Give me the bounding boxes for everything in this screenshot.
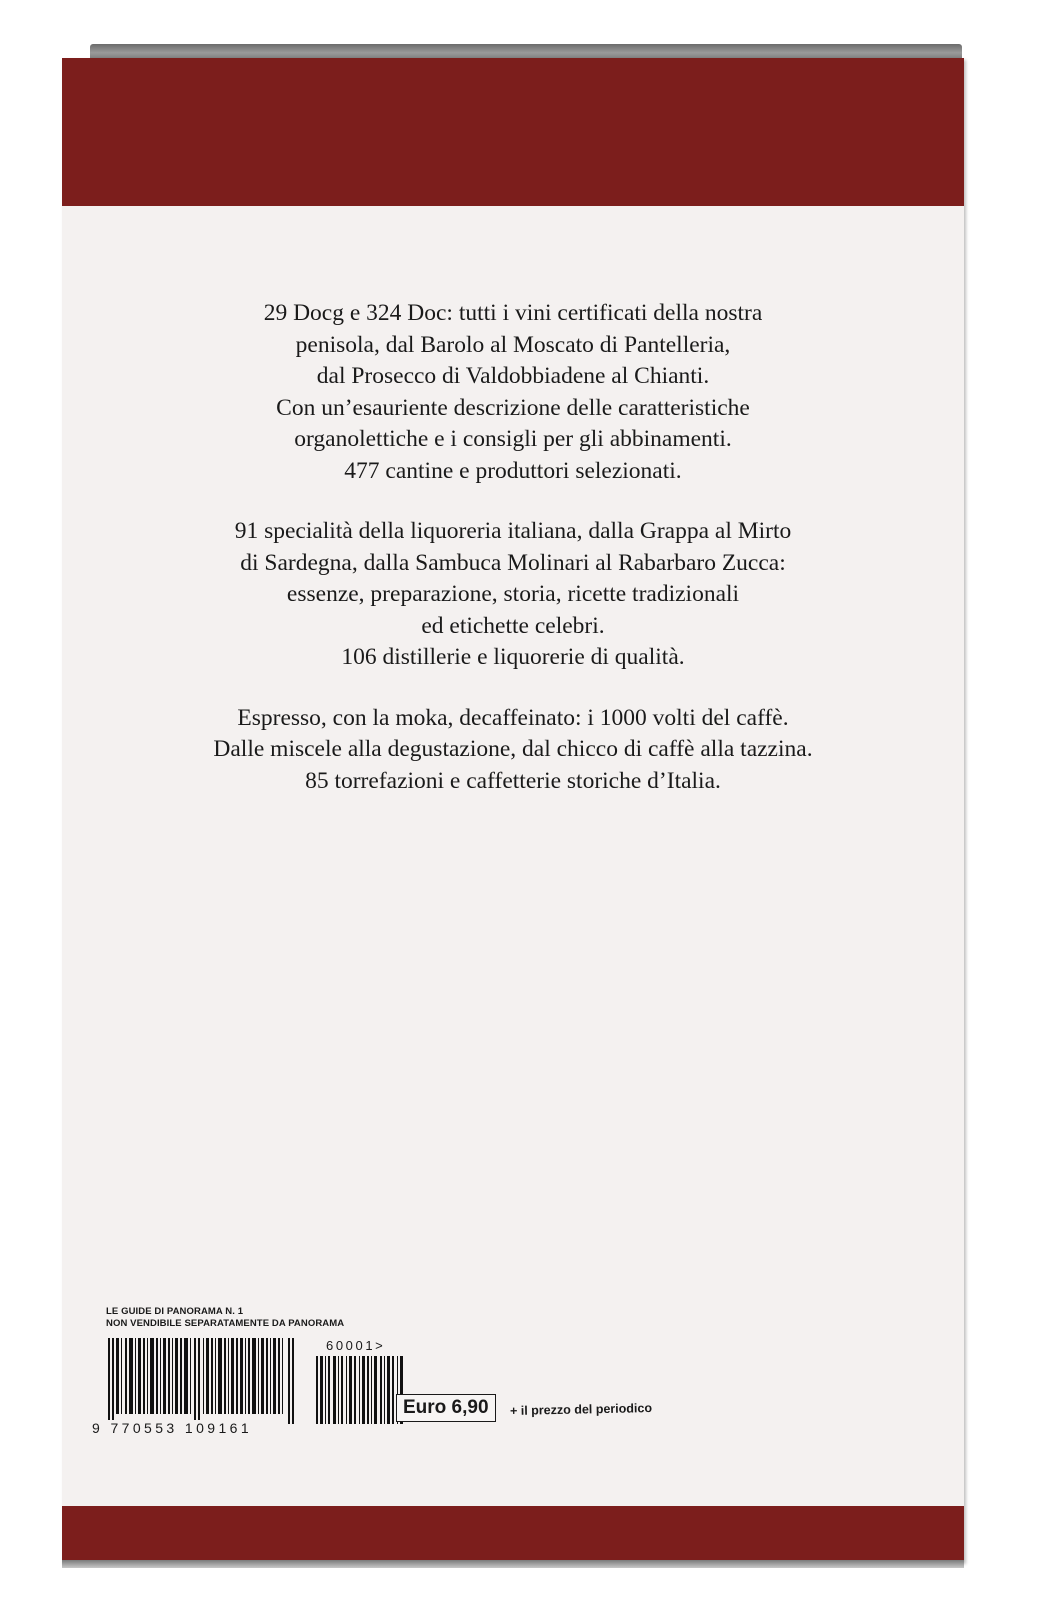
blurb-line: 106 distillerie e liquorerie di qualità.: [341, 644, 685, 670]
price-label: Euro 6,90: [396, 1394, 496, 1422]
blurb-line: essenze, preparazione, storia, ricette tradizionali: [286, 581, 740, 607]
blurb-paragraph-liqueurs: [62, 516, 964, 674]
blurb-line: Dalle miscele alla degustazione, dal chicco di caffè alla tazzina.: [213, 736, 813, 762]
blurb-line: 85 torrefazioni e caffetterie storiche d’Italia.: [305, 767, 721, 794]
blurb-line: di Sardegna, dalla Sambuca Molinari al Rabarbaro Zucca:: [240, 549, 786, 576]
barcode: [92, 1338, 432, 1448]
barcode-addon-bars: [316, 1356, 406, 1424]
blurb-text: [62, 298, 964, 826]
blurb-line: penisola, dal Barolo al Moscato di Pantelleria,: [295, 331, 731, 358]
barcode-bars: [108, 1338, 298, 1424]
barcode-number: 9 770553 109161: [92, 1420, 252, 1436]
blurb-line: organolettiche e i consigli per gli abbinamenti.: [294, 426, 732, 452]
blurb-line: 29 Docg e 324 Doc: tutti i vini certificati della nostra: [263, 300, 763, 326]
series-info: [106, 1306, 344, 1330]
blurb-line: 477 cantine e produttori selezionati.: [344, 457, 682, 484]
top-color-band: [62, 58, 964, 206]
blurb-paragraph-wines: [62, 298, 964, 487]
blurb-line: dal Prosecco di Valdobbiadene al Chianti.: [316, 363, 710, 389]
blurb-paragraph-coffee: [62, 703, 964, 798]
back-cover: [62, 58, 964, 1562]
sale-notice: NON VENDIBILE SEPARATAMENTE DA PANORAMA: [106, 1318, 345, 1329]
blurb-line: Con un’esauriente descrizione delle caratteristiche: [276, 394, 750, 421]
blurb-line: 91 specialità della liquoreria italiana, dalla Grappa al Mirto: [234, 518, 792, 544]
blurb-line: Espresso, con la moka, decaffeinato: i 1000 volti del caffè.: [237, 704, 789, 731]
bottom-color-band: [62, 1506, 964, 1562]
series-title: LE GUIDE DI PANORAMA N. 1: [106, 1306, 244, 1317]
blurb-line: ed etichette celebri.: [421, 612, 605, 639]
price-note: + il prezzo del periodico: [509, 1401, 653, 1418]
book-page-edge-bottom: [62, 1560, 964, 1568]
barcode-addon-number: 60001>: [326, 1338, 386, 1353]
